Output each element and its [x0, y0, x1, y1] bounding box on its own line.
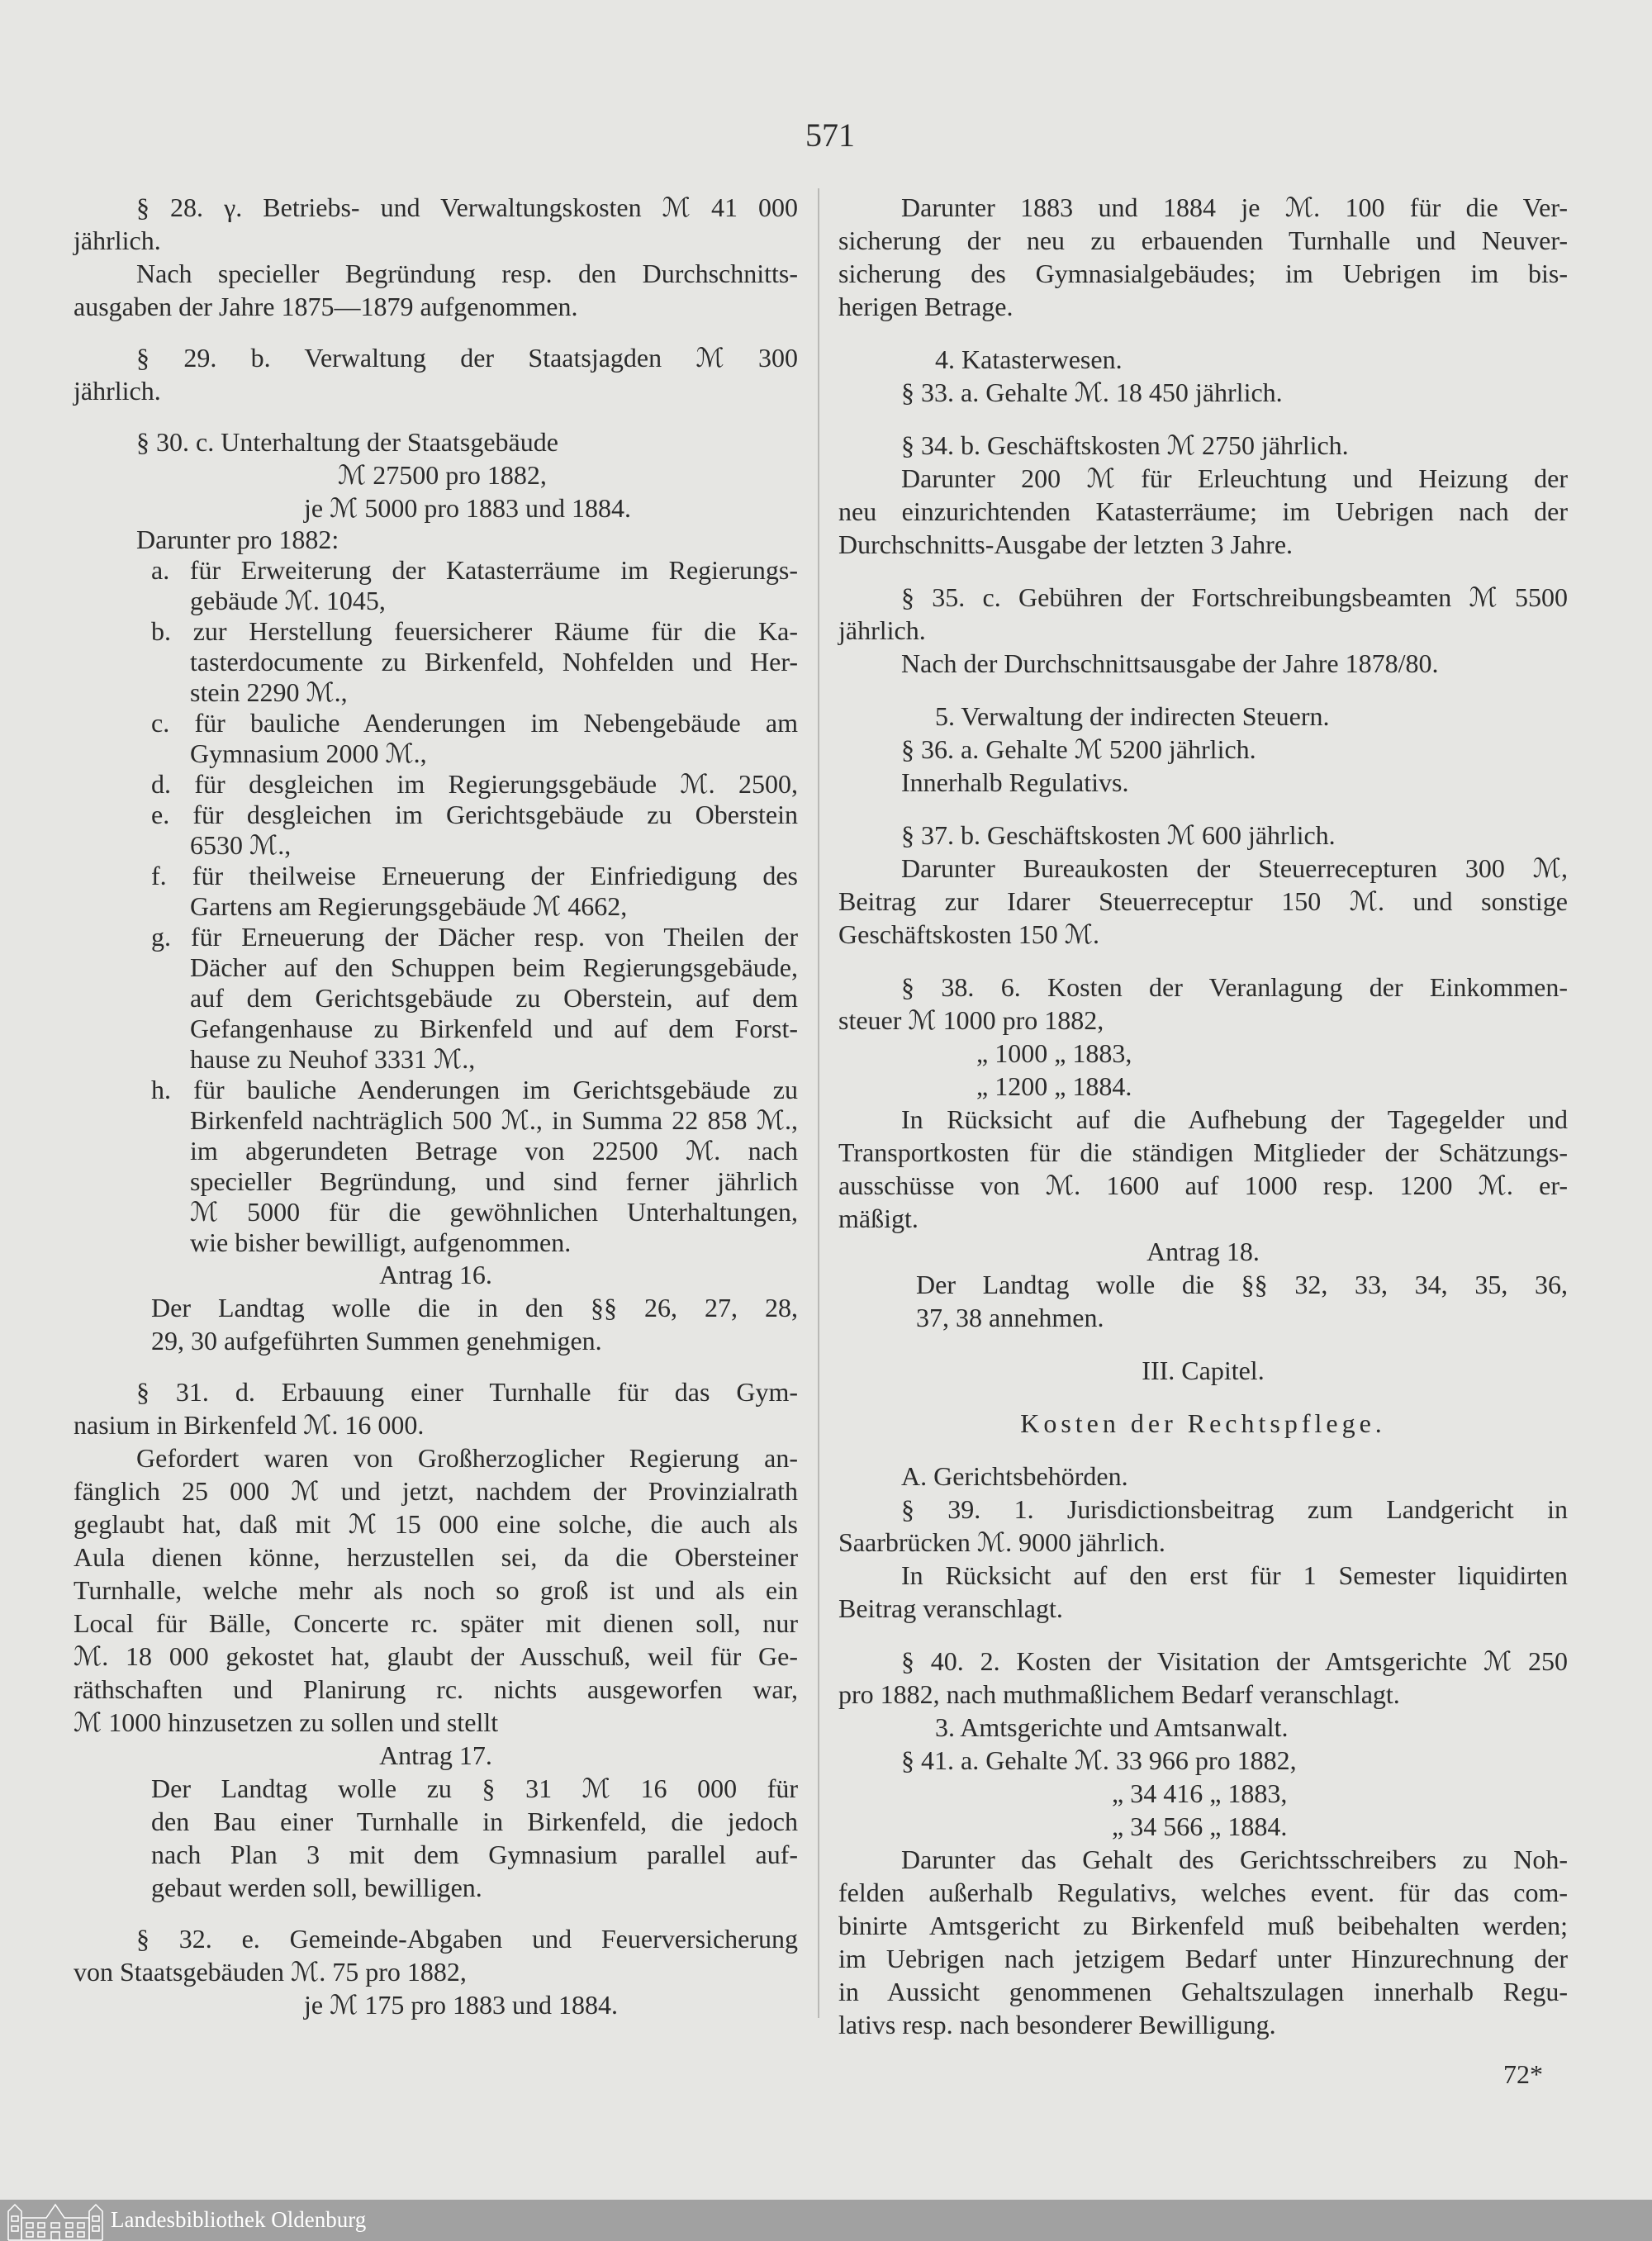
text-line: jährlich. — [74, 226, 161, 255]
text-line: Der Landtag wolle die in den §§ 26, 27, 28, — [151, 1293, 798, 1322]
text-line: Durchschnitts-Ausgabe der letzten 3 Jahre. — [838, 529, 1294, 559]
text-line: Gymnasium 2000 ℳ., — [190, 738, 427, 768]
text-line: sicherung der neu zu erbauenden Turnhalle und Neuver- — [838, 226, 1568, 255]
text-line: § 31. d. Erbauung einer Turnhalle für das Gym- — [136, 1377, 798, 1407]
text-line: Birkenfeld nachträglich 500 ℳ., in Summa 22 858 ℳ., — [190, 1105, 798, 1135]
text-line: auf dem Gerichtsgebäude zu Oberstein, auf dem — [190, 983, 798, 1013]
page-number: 571 — [805, 116, 855, 154]
text-line: § 34. b. Geschäftskosten ℳ 2750 jährlich. — [901, 430, 1349, 460]
text-line: stein 2290 ℳ., — [190, 677, 348, 707]
text-line: „ 34 566 „ 1884. — [1112, 1811, 1288, 1841]
text-line: § 33. a. Gehalte ℳ. 18 450 jährlich. — [901, 377, 1283, 407]
section-heading: 4. Katasterwesen. — [935, 344, 1123, 374]
text-line: mäßigt. — [838, 1204, 919, 1233]
text-line: neu einzurichtenden Katasterräume; im Uebrigen nach der — [838, 496, 1568, 526]
motion-heading: Antrag 16. — [379, 1260, 492, 1289]
text-line: im abgerundeten Betrage von 22500 ℳ. nach — [190, 1136, 798, 1166]
text-line: Darunter 1883 und 1884 je ℳ. 100 für die Ver- — [901, 192, 1568, 222]
text-line: ausgaben der Jahre 1875—1879 aufgenommen. — [74, 292, 578, 321]
text-line: § 35. c. Gebühren der Fortschreibungsbeamten ℳ 5500 — [901, 582, 1568, 612]
text-line: Saarbrücken ℳ. 9000 jährlich. — [838, 1527, 1165, 1557]
text-line: § 30. c. Unterhaltung der Staatsgebäude — [136, 427, 558, 457]
text-line: „ 1000 „ 1883, — [976, 1038, 1132, 1068]
list-item: f. für theilweise Erneuerung der Einfriedigung des — [151, 861, 798, 890]
right-column — [838, 191, 1568, 2091]
text-line: § 41. a. Gehalte ℳ. 33 966 pro 1882, — [901, 1745, 1297, 1775]
text-line: tasterdocumente zu Birkenfeld, Nohfelden und Her- — [190, 647, 798, 677]
text-line: Gefordert waren von Großherzoglicher Regierung an- — [136, 1443, 798, 1473]
text-line: räthschaften und Planirung rc. nichts ausgeworfen war, — [74, 1674, 798, 1704]
library-building-logo-icon — [7, 2201, 104, 2241]
text-line: § 40. 2. Kosten der Visitation der Amtsgerichte ℳ 250 — [901, 1646, 1568, 1676]
text-line: § 28. γ. Betriebs- und Verwaltungskosten ℳ 41 000 — [136, 192, 798, 222]
text-line: felden außerhalb Regulativs, welches event. für das com- — [838, 1878, 1568, 1907]
text-line: je ℳ 175 pro 1883 und 1884. — [304, 1990, 618, 2020]
text-line: Beitrag veranschlagt. — [838, 1593, 1063, 1623]
sheet-signature: 72* — [1503, 2059, 1543, 2089]
text-line: § 36. a. Gehalte ℳ 5200 jährlich. — [901, 734, 1256, 764]
text-line: lativs resp. nach besonderer Bewilligung. — [838, 2010, 1276, 2039]
text-line: Beitrag zur Idarer Steuerreceptur 150 ℳ. und sonstige — [838, 886, 1568, 916]
list-item: d. für desgleichen im Regierungsgebäude ℳ. 2500, — [151, 769, 798, 799]
text-line: sicherung des Gymnasialgebäudes; im Uebrigen im bis- — [838, 259, 1568, 288]
text-line: ℳ 27500 pro 1882, — [338, 460, 547, 490]
text-line: ℳ 1000 hinzusetzen zu sollen und stellt — [74, 1707, 499, 1737]
library-footer-bar — [0, 2200, 1652, 2241]
text-line: 6530 ℳ., — [190, 830, 292, 860]
chapter-subtitle: Kosten der Rechtspflege. — [1020, 1408, 1386, 1438]
text-line: Darunter pro 1882: — [136, 525, 339, 554]
text-line: ausschüsse von ℳ. 1600 auf 1000 resp. 1200 ℳ. er- — [838, 1170, 1568, 1200]
text-line: herigen Betrage. — [838, 292, 1014, 321]
text-line: fänglich 25 000 ℳ und jetzt, nachdem der Provinzialrath — [74, 1476, 798, 1506]
text-line: wie bisher bewilligt, aufgenommen. — [190, 1227, 572, 1257]
left-column — [74, 191, 798, 2021]
text-line: von Staatsgebäuden ℳ. 75 pro 1882, — [74, 1957, 467, 1987]
text-line: nasium in Birkenfeld ℳ. 16 000. — [74, 1410, 425, 1440]
text-line: „ 1200 „ 1884. — [976, 1071, 1132, 1101]
list-item: e. für desgleichen im Gerichtsgebäude zu Oberstein — [151, 800, 798, 829]
text-line: § 29. b. Verwaltung der Staatsjagden ℳ 300 — [136, 343, 798, 373]
text-line: gebaut werden soll, bewilligen. — [151, 1873, 482, 1902]
text-line: Transportkosten für die ständigen Mitglieder der Schätzungs- — [838, 1137, 1568, 1167]
text-line: In Rücksicht auf den erst für 1 Semester liquidirten — [901, 1560, 1568, 1590]
text-line: Local für Bälle, Concerte rc. später mit dienen soll, nur — [74, 1608, 798, 1638]
text-line: Nach specieller Begründung resp. den Durchschnitts- — [136, 259, 798, 288]
text-line: 29, 30 aufgeführten Summen genehmigen. — [151, 1326, 602, 1356]
text-line: Dächer auf den Schuppen beim Regierungsgebäude, — [190, 952, 798, 982]
text-line: steuer ℳ 1000 pro 1882, — [838, 1005, 1104, 1035]
text-line: 37, 38 annehmen. — [916, 1303, 1104, 1332]
list-item: a. für Erweiterung der Katasterräume im Regierungs- — [151, 555, 798, 585]
text-line: jährlich. — [838, 615, 926, 645]
text-line: Aula dienen könne, herzustellen sei, da die Obersteiner — [74, 1542, 798, 1572]
text-line: Geschäftskosten 150 ℳ. — [838, 919, 1099, 949]
motion-heading: Antrag 18. — [1146, 1237, 1260, 1266]
text-line: jährlich. — [74, 376, 161, 406]
list-item: b. zur Herstellung feuersicherer Räume für die Ka- — [151, 616, 798, 646]
text-line: Darunter Bureaukosten der Steuerrecepturen 300 ℳ, — [901, 853, 1568, 883]
text-line: gebäude ℳ. 1045, — [190, 586, 386, 615]
column-divider — [818, 188, 819, 2018]
text-line: „ 34 416 „ 1883, — [1112, 1778, 1288, 1808]
text-line: Der Landtag wolle zu § 31 ℳ 16 000 für — [151, 1773, 798, 1803]
text-line: § 37. b. Geschäftskosten ℳ 600 jährlich. — [901, 820, 1336, 850]
text-line: Gartens am Regierungsgebäude ℳ 4662, — [190, 891, 628, 921]
text-line: ℳ. 18 000 gekostet hat, glaubt der Ausschuß, weil für Ge- — [74, 1641, 798, 1671]
text-line: geglaubt hat, daß mit ℳ 15 000 eine solche, die auch als — [74, 1509, 798, 1539]
motion-heading: Antrag 17. — [379, 1740, 492, 1770]
list-item: g. für Erneuerung der Dächer resp. von Theilen der — [151, 922, 798, 952]
text-line: Darunter 200 ℳ für Erleuchtung und Heizung der — [901, 463, 1568, 493]
text-line: im Uebrigen nach jetzigem Bedarf unter Hinzurechnung der — [838, 1944, 1568, 1973]
chapter-heading: III. Capitel. — [1142, 1356, 1265, 1385]
text-line: § 38. 6. Kosten der Veranlagung der Einkommen- — [901, 972, 1568, 1002]
list-item: c. für bauliche Aenderungen im Nebengebäude am — [151, 708, 798, 738]
text-line: Gefangenhause zu Birkenfeld und auf dem Forst- — [190, 1014, 798, 1043]
text-line: in Aussicht genommenen Gehaltszulagen innerhalb Regu- — [838, 1977, 1568, 2006]
text-line: nach Plan 3 mit dem Gymnasium parallel auf- — [151, 1840, 798, 1869]
library-name: Landesbibliothek Oldenburg — [111, 2207, 367, 2232]
text-line: In Rücksicht auf die Aufhebung der Tagegelder und — [901, 1104, 1568, 1134]
list-item: h. für bauliche Aenderungen im Gerichtsgebäude zu — [151, 1075, 798, 1104]
text-line: Der Landtag wolle die §§ 32, 33, 34, 35, 36, — [916, 1270, 1568, 1299]
text-line: § 32. e. Gemeinde-Abgaben und Feuerversicherung — [136, 1924, 798, 1954]
text-line: ℳ 5000 für die gewöhnlichen Unterhaltungen, — [190, 1197, 798, 1227]
text-line: Turnhalle, welche mehr als noch so groß ist und als ein — [74, 1575, 798, 1605]
text-line: Darunter das Gehalt des Gerichtsschreibers zu Noh- — [901, 1845, 1568, 1874]
section-heading: A. Gerichtsbehörden. — [901, 1461, 1128, 1491]
text-line: specieller Begründung, und sind ferner jährlich — [190, 1166, 798, 1196]
text-line: § 39. 1. Jurisdictionsbeitrag zum Landgericht in — [901, 1494, 1568, 1524]
text-line: hause zu Neuhof 3331 ℳ., — [190, 1044, 476, 1074]
text-line: pro 1882, nach muthmaßlichem Bedarf veranschlagt. — [838, 1679, 1400, 1709]
section-heading: 5. Verwaltung der indirecten Steuern. — [935, 701, 1330, 731]
text-line: binirte Amtsgericht zu Birkenfeld muß beibehalten werden; — [838, 1911, 1568, 1940]
text-line: den Bau einer Turnhalle in Birkenfeld, die jedoch — [151, 1807, 798, 1836]
text-line: Innerhalb Regulativs. — [901, 767, 1129, 797]
section-heading: 3. Amtsgerichte und Amtsanwalt. — [935, 1712, 1289, 1742]
text-line: Nach der Durchschnittsausgabe der Jahre 1878/80. — [901, 648, 1439, 678]
text-line: je ℳ 5000 pro 1883 und 1884. — [304, 493, 631, 523]
